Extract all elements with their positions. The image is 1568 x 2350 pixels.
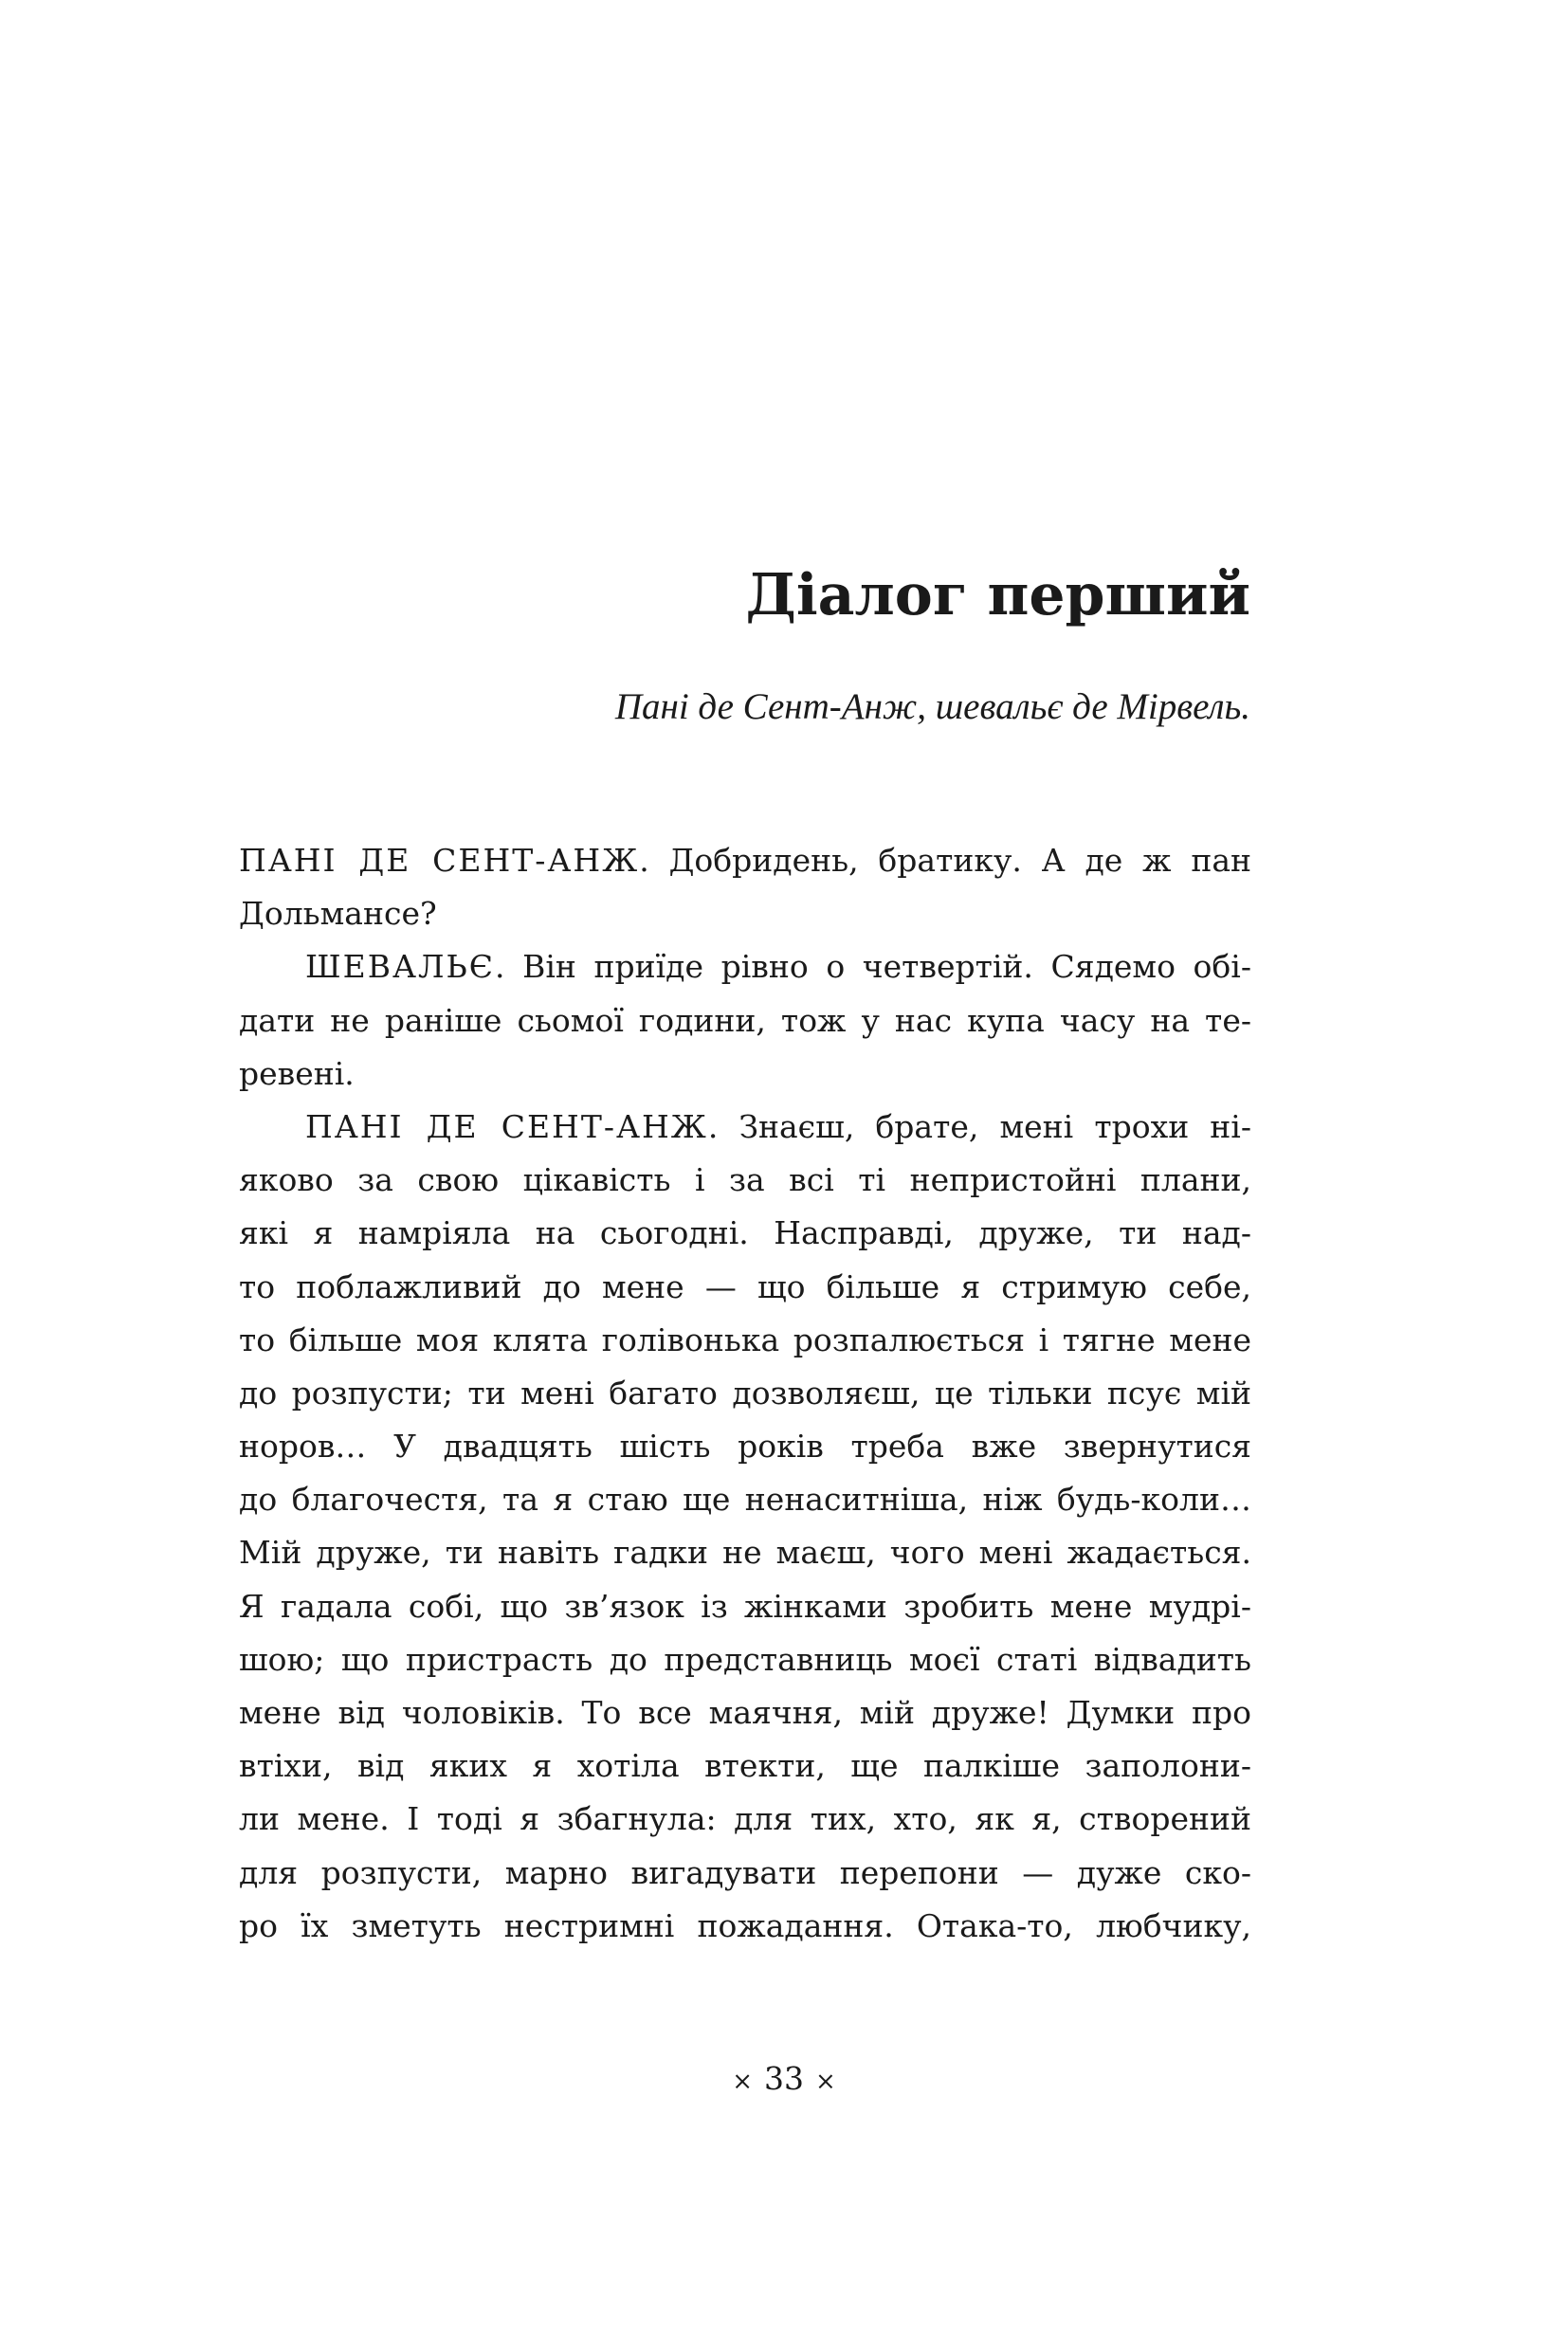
- text-line: Мій друже, ти навіть гадки не маєш, чого мені жадається.: [239, 1534, 1251, 1572]
- speaker-name: ПАНІ ДЕ СЕНТ-АНЖ: [305, 1107, 708, 1145]
- folio-ornament-left: ×: [732, 2068, 753, 2096]
- speaker-name: ШЕВАЛЬЄ: [305, 948, 496, 986]
- text-line: втіхи, від яких я хотіла втекти, ще палкіше заполони-: [239, 1747, 1251, 1785]
- text-line: ревені.: [239, 1054, 355, 1092]
- text-line: ПАНІ ДЕ СЕНТ-АНЖ. Добридень, братику. А де ж пан: [239, 842, 1251, 879]
- page-number: [0, 2055, 1568, 2105]
- text-line: мене від чоловіків. То все маячня, мій друже! Думки про: [239, 1694, 1251, 1731]
- text-line: дати не раніше сьомої години, тож у нас купа часу на те-: [239, 1001, 1251, 1039]
- text-line: то поблажливий до мене — що більше я стримую себе,: [239, 1267, 1251, 1305]
- characters-line: Пані де Сент-Анж, шевальє де Мірвель.: [614, 686, 1250, 727]
- text-line: для розпусти, марно вигадувати перепони — дуже ско-: [239, 1853, 1251, 1891]
- text-line: до благочестя, та я стаю ще ненаситніша, ніж будь-коли…: [239, 1481, 1251, 1519]
- speaker-name: ПАНІ ДЕ СЕНТ-АНЖ: [239, 842, 640, 879]
- text-line: ро їх зметуть нестримні пожадання. Отака-то, любчику,: [239, 1906, 1251, 1944]
- dialogue-text: [239, 834, 1251, 1953]
- text-line: Я гадала собі, що зв’язок із жінками зробить мене мудрі-: [239, 1587, 1251, 1625]
- text-line: до розпусти; ти мені багато дозволяєш, це тільки псує мій: [239, 1374, 1251, 1412]
- text-line: то більше моя клята голівонька розпалюється і тягне мене: [239, 1321, 1251, 1358]
- text-line: ШЕВАЛЬЄ. Він приїде рівно о четвертій. Сядемо обі-: [305, 948, 1251, 986]
- page-number-value: 33: [764, 2060, 804, 2097]
- text-line: які я намріяла на сьогодні. Насправді, друже, ти над-: [239, 1214, 1251, 1252]
- text-line: ли мене. І тоді я збагнула: для тих, хто, як я, створений: [239, 1800, 1251, 1838]
- text-line: шою; що пристрасть до представниць моєї статі відвадить: [239, 1640, 1251, 1678]
- text-line: яково за свою цікавість і за всі ті непристойні плани,: [239, 1161, 1251, 1199]
- text-line: ПАНІ ДЕ СЕНТ-АНЖ. Знаєш, брате, мені трохи ні-: [305, 1107, 1251, 1145]
- folio-ornament-right: ×: [815, 2068, 836, 2096]
- text-line: норов… У двадцять шість років треба вже звернутися: [239, 1428, 1251, 1466]
- text-line: Дольмансе?: [239, 895, 437, 933]
- chapter-title: Діалог перший: [745, 562, 1250, 628]
